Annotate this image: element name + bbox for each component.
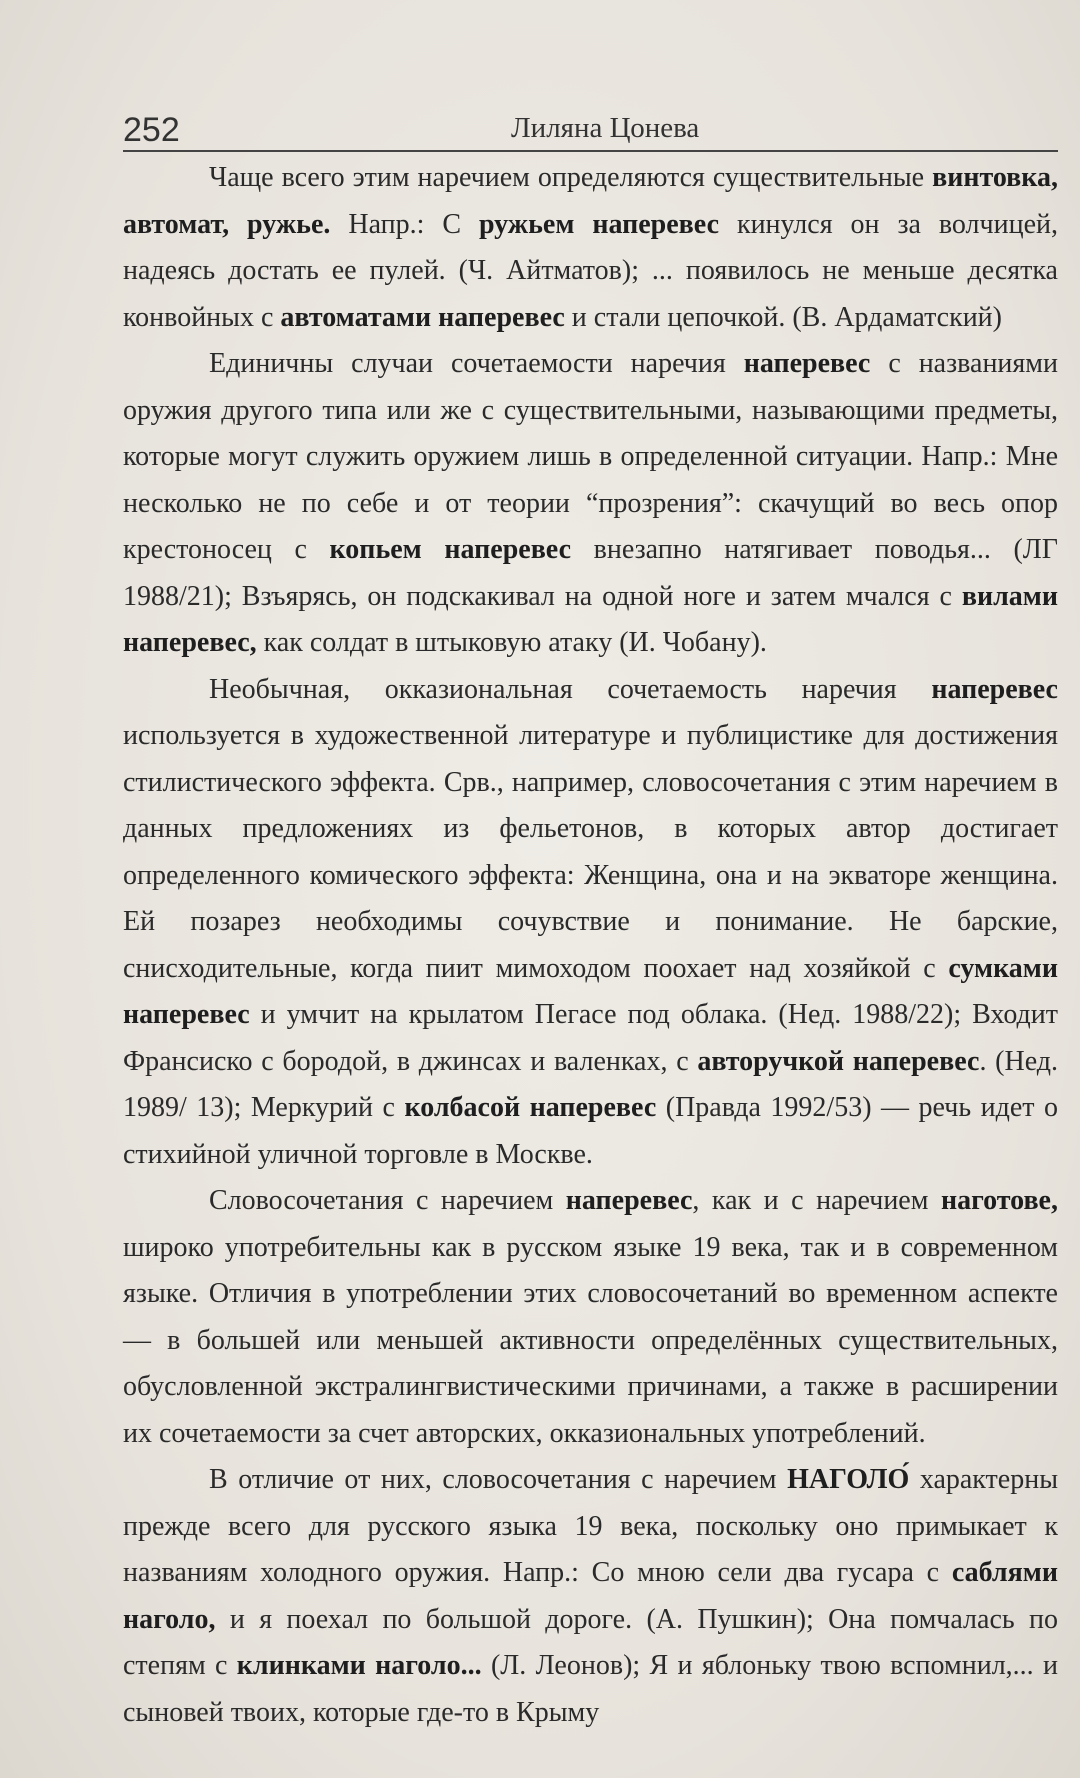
- text-segment: Словосочетания с наречием: [209, 1185, 566, 1216]
- bold-term: копьем наперевес: [329, 534, 572, 565]
- paragraph: [123, 155, 1058, 341]
- paragraph: [123, 1178, 1058, 1457]
- text-segment: и я поехал по большой дороге. (А. Пушкин); Она помчалась по степям с: [123, 1603, 1058, 1681]
- bold-term: автоматами наперевес: [280, 301, 565, 333]
- text-segment: широко употребительны как в русском языке 19 века, так и в современном языке. Отличия в употреблении этих словосочетаний во временном аспекте — в большей или меньшей активности определённых существительных, обусловленной экстралингвистическими причинами, а также в расширении их сочетаемости за счет авторских, окказиональных употреблений.: [123, 1231, 1058, 1449]
- text-segment: (Л. Леонов); Я и яблоньку твою вспомнил,... и сыновей твоих, которые где-то в Крыму: [123, 1650, 1058, 1728]
- text-segment: как солдат в штыковую атаку (И. Чобану).: [256, 627, 767, 658]
- text-segment: . (Нед. 1989/ 13); Меркурий с: [123, 1045, 1059, 1123]
- bold-term: клинками наголо...: [236, 1650, 482, 1681]
- text-segment: и стали цепочкой. (В. Ардаматский): [564, 301, 1002, 333]
- text-segment: Напр.: С: [330, 208, 479, 240]
- bold-term: наперевес: [565, 1185, 693, 1216]
- text-segment: кинулся он за волчицей, надеясь достать ее пулей. (Ч. Айтматов); ... появилось не меньше десятка конвойных с: [123, 208, 1058, 333]
- paragraph: [123, 1457, 1058, 1736]
- paragraph: [123, 667, 1058, 1179]
- text-segment: , как и с наречием: [692, 1185, 941, 1216]
- bold-term: ружьем наперевес: [478, 208, 720, 240]
- text-segment: Чаще всего этим наречием определяются существительные: [209, 162, 933, 193]
- page-number: 252: [123, 111, 180, 149]
- text-segment: характерны прежде всего для русского языка 19 века, поскольку оно примыкает к названиям холодного оружия. Напр.: Со мною сели два гусара с: [123, 1464, 1058, 1588]
- text-segment: и умчит на крылатом Пегасе под облака. (Нед. 1988/22); Входит Франсиско с бородой, в джинсах и валенках, с: [123, 999, 1058, 1077]
- paragraph: [123, 341, 1058, 667]
- bold-term: наперевес: [743, 348, 871, 379]
- text-segment: с названиями оружия другого типа или же с существительными, называющими предметы, которые могут служить оружием лишь в определенной ситуации. Напр.: Мне несколько не по себе и от теории “прозрения”: скачущий во весь опор крестоносец с: [123, 348, 1059, 565]
- text-segment: В отличие от них, словосочетания с наречием: [209, 1464, 788, 1495]
- bold-term: винтовка, автомат, ружье.: [123, 162, 1058, 240]
- text-segment: используется в художественной литературе и публицистике для достижения стилистического эффекта. Срв., например, словосочетания с этим наречием в данных предложениях из фельетонов, в которых автор достигает определенного комического эффекта: Женщина, она и на экваторе женщина. Ей позарез необходимы сочувствие и понимание. Не барские, снисходительные, когда пиит мимоходом поохает над хозяйкой с: [123, 720, 1058, 984]
- bold-term: колбасой наперевес: [404, 1092, 657, 1123]
- bold-term: наперевес: [931, 673, 1058, 705]
- text-segment: Единичны случаи сочетаемости наречия: [209, 348, 744, 379]
- bold-term: вилами наперевес,: [123, 580, 1058, 658]
- text-segment: Необычная, окказиональная сочетаемость наречия: [209, 673, 932, 705]
- running-head-author: Лиляна Цонева: [511, 112, 700, 144]
- text-segment: (Правда 1992/53) — речь идет о стихийной уличной торговле в Москве.: [123, 1092, 1058, 1170]
- bold-term: саблями наголо,: [123, 1557, 1058, 1635]
- bold-term: НАГОЛО́: [787, 1464, 910, 1495]
- text-segment: внезапно натягивает поводья... (ЛГ 1988/21); Взъярясь, он подскакивал на одной ноге и затем мчался с: [123, 534, 1058, 612]
- bold-term: сумками наперевес: [123, 952, 1058, 1030]
- page-header: [123, 110, 1058, 152]
- bold-term: наготове,: [940, 1185, 1058, 1216]
- bold-term: авторучкой наперевес: [697, 1045, 980, 1077]
- page-body: [123, 155, 1058, 1736]
